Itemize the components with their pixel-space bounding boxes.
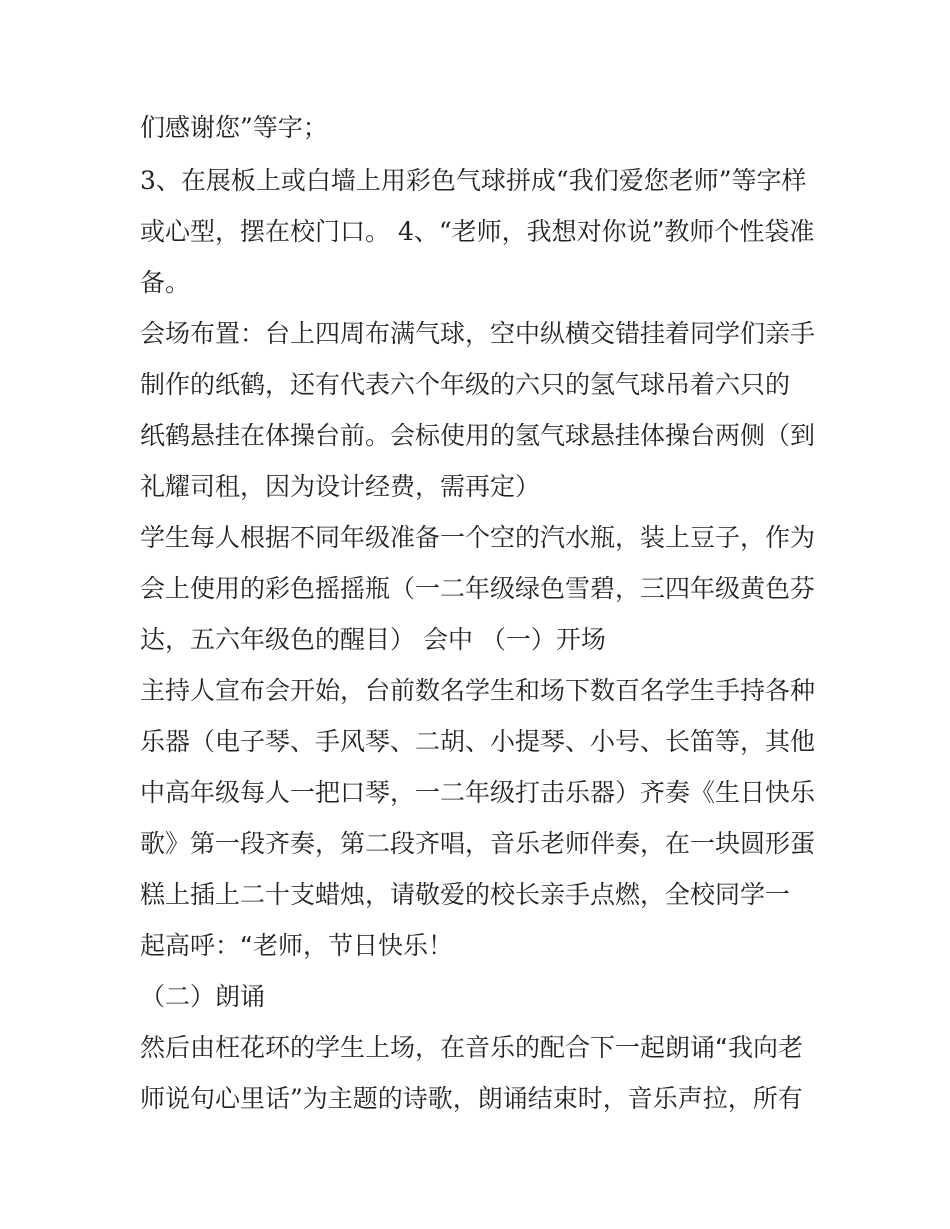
text-line: 礼耀司租，因为设计经费，需再定） (140, 472, 541, 501)
text-line (140, 878, 830, 913)
text-segment: 糕上插上二十支蜡烛，请敬爱的 (140, 880, 491, 909)
text-line: 然后由枉花环的学生上场，在音乐的配合下一起朗诵“我向老 (140, 1033, 803, 1062)
text-line: 歌》第一段齐奏，第二段齐唱，音乐老师伴奏，在一块圆形蛋 (140, 829, 816, 858)
text-segment: 氢气球吊着六只的 (590, 370, 791, 399)
text-line: 纸鹤悬挂在体操台前。会标使用的氢气球悬挂体操台两侧（到 (140, 421, 816, 450)
text-line: 乐器（电子琴、手风琴、二胡、小提琴、小号、长笛等，其他 (140, 727, 816, 756)
section-heading: （二）朗诵 (140, 982, 266, 1011)
text-line: 师说句心里话”为主题的诗歌，朗诵结束时，音乐声拉，所有 (140, 1084, 803, 1113)
text-line: 备。 (140, 268, 191, 297)
text-line: 会上使用的彩色摇摇瓶（一二年级绿色雪碧，三四年级黄色芬 (140, 574, 816, 603)
text-line: 起高呼：“老师，节日快乐！ (140, 931, 453, 960)
text-line: 主持人宣布会开始，台前数名学生和场下数百名学生手持各种 (140, 676, 816, 705)
text-segment: 校长亲手点燃，全校同学一 (490, 880, 791, 909)
text-line: 学生每人根据不同年级准备一个空的汽水瓶，装上豆子，作为 (140, 523, 816, 552)
text-segment: 制作的纸鹤，还有代表六个年级的六只的 (140, 370, 591, 399)
text-line: 3、在展板上或白墙上用彩色气球拼成“我们爱您老师”等字样 (140, 166, 807, 195)
text-line: 中高年级每人一把口琴，一二年级打击乐器）齐奏《生日快乐 (140, 778, 816, 807)
text-line: 们感谢您”等字； (140, 113, 328, 142)
text-line (140, 368, 830, 403)
text-line: 会场布置：台上四周布满气球，空中纵横交错挂着同学们亲手 (140, 319, 816, 348)
text-line: 达，五六年级色的醒目） 会中 （一）开场 (140, 625, 606, 654)
text-line: 或心型，摆在校门口。 4、“老师，我想对你说”教师个性袋准 (140, 217, 815, 246)
